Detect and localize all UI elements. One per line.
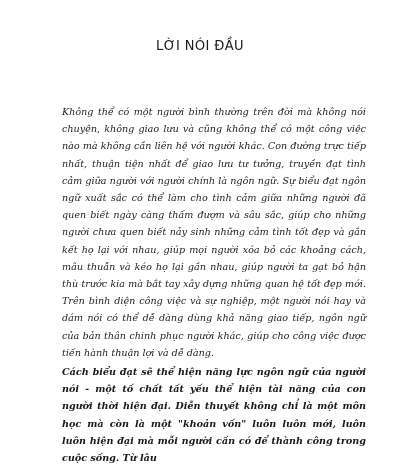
page-title: LỜI NÓI ĐẦU	[156, 39, 244, 54]
body-text	[62, 104, 366, 467]
paragraph-2: Cách biểu đạt sẽ thể hiện năng lực ngôn ngữ của người nói - một tố chất tất yếu thể hiện tài năng của con người thời hiện đại. Diễn thuyết không chỉ là một môn học mà còn là một "khoản vốn" luôn luôn mới, luôn luôn hiện đại mà mỗi người cần có để thành công trong cuộc sống. Từ lâu	[62, 367, 366, 465]
paragraph-1: Không thể có một người bình thường trên đời mà không nói chuyện, không giao lưu và cũng không thể có một công việc nào mà không cần liên hệ với người khác. Con đường trực tiếp nhất, thuận tiện nhất để giao lưu tư tưởng, truyền đạt tình cảm giữa người với người chính là ngôn ngữ. Sự biểu đạt ngôn ngữ xuất sắc có thể làm cho tình cảm giữa những người đã quen biết ngày càng thấm đượm và sâu sắc, giúp cho những người chưa quen biết nảy sinh những cảm tình tốt đẹp và gắn kết họ lại với nhau, giúp mọi người xóa bỏ các khoảng cách, mâu thuẫn và kéo họ lại gần nhau, giúp người ta gạt bỏ hận thù trước kia mà bắt tay xây dựng những quan hệ tốt đẹp mới. Trên bình diện công việc và sự nghiệp, một người nói hay và dám nói có thể dễ dàng dùng khả năng giao tiếp, ngôn ngữ của bản thân chinh phục người khác, giúp cho công việc được tiến hành thuận lợi và dễ dàng.	[62, 107, 366, 359]
